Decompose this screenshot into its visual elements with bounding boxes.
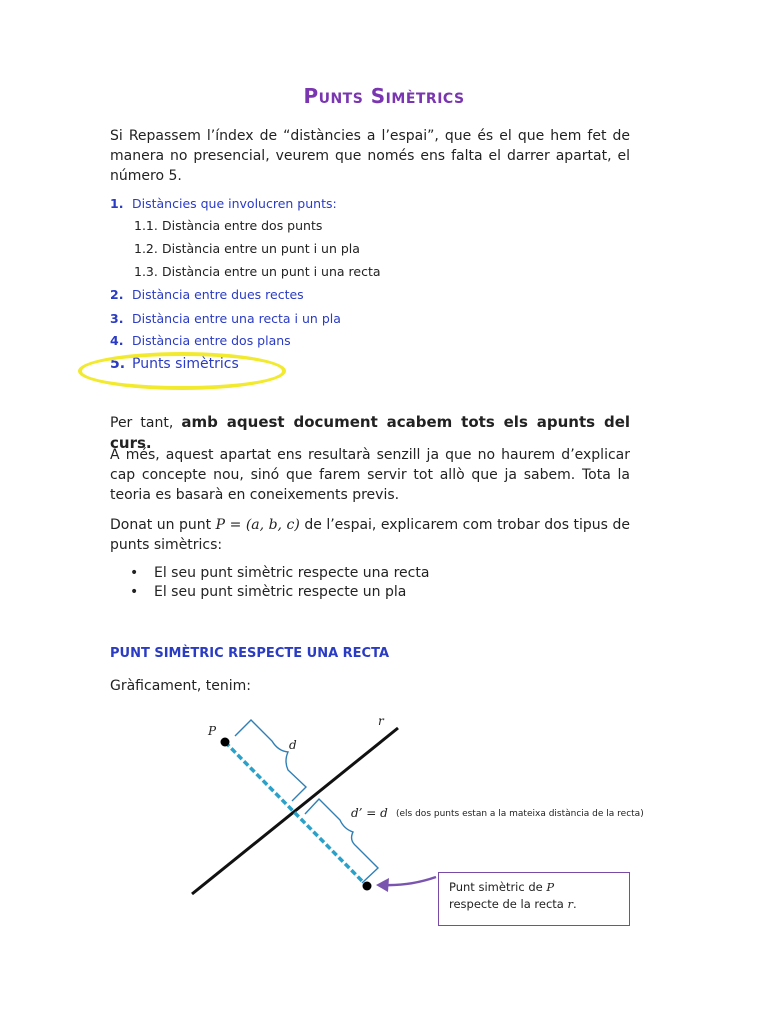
toc-label: Punts simètrics	[132, 356, 239, 372]
arrow-head-icon	[376, 878, 389, 892]
conclusion-lead: Per tant,	[110, 415, 182, 431]
toc-item-1-1	[134, 218, 322, 234]
toc-item-4	[110, 333, 291, 349]
figure-note: (els dos punts estan a la mateixa distància de la recta)	[396, 809, 644, 819]
point-p	[221, 738, 230, 747]
bullet-dot-icon: •	[130, 565, 139, 581]
bullet-list	[130, 564, 429, 602]
conclusion-bold: amb aquest document acabem tots els apunts del curs.	[110, 413, 631, 452]
toc-item-2	[110, 287, 304, 303]
page-title: Punts Simètrics	[303, 84, 465, 108]
toc-item-1	[110, 196, 337, 212]
callout-math: P	[546, 880, 555, 894]
callout-text: respecte de la recta	[449, 897, 568, 911]
intro-paragraph: Si Repassem l’índex de “distàncies a l’espai”, que és el que hem fet de manera no presencial, veurem que només ens falta el darrer apartat, el número 5.	[110, 128, 630, 184]
toc-label: Distància entre un punt i un pla	[162, 241, 360, 256]
toc-number: 1.	[110, 196, 124, 211]
paragraph-2: A més, aquest apartat ens resultarà senzill ja que no haurem d’explicar cap concepte nou, sinó que farem servir tot allò que ja sabem. Tota la teoria es basarà en coneixements previs.	[110, 447, 630, 503]
label-r: r	[378, 714, 384, 728]
toc-label: Distància entre una recta i un pla	[132, 311, 341, 326]
label-dprime: d’ = d	[351, 806, 388, 820]
toc-number: 1.2.	[134, 241, 158, 256]
callout-arrow	[384, 877, 436, 885]
paragraph-3	[110, 515, 630, 555]
toc-number: 3.	[110, 311, 124, 326]
toc-label: Distància entre dues rectes	[132, 287, 304, 302]
bullet-dot-icon: •	[130, 584, 139, 600]
figure-svg	[0, 700, 768, 960]
label-d: d	[289, 738, 297, 752]
callout-math: r	[567, 897, 573, 911]
highlight-ellipse	[78, 352, 286, 390]
point-formula: P = (a, b, c)	[215, 517, 300, 533]
para3-before: Donat un punt	[110, 517, 216, 533]
toc-number: 4.	[110, 333, 124, 348]
label-p: P	[208, 724, 217, 738]
section-heading: PUNT SIMÈTRIC RESPECTE UNA RECTA	[110, 646, 390, 661]
toc-number: 1.3.	[134, 264, 158, 279]
callout-text: Punt simètric de	[449, 880, 547, 894]
callout-line-1	[449, 879, 619, 896]
toc-label: Distància entre dos punts	[162, 218, 323, 233]
toc-item-1-3	[134, 264, 381, 280]
para3-after: de l’espai, explicarem com trobar dos tipus de punts simètrics:	[110, 517, 630, 553]
toc-number: 1.1.	[134, 218, 158, 233]
toc-number: 2.	[110, 287, 124, 302]
callout-text: .	[573, 897, 577, 911]
callout-box	[438, 872, 630, 926]
graph-intro: Gràficament, tenim:	[110, 678, 252, 694]
toc-number: 5.	[110, 356, 126, 372]
bullet-text: El seu punt simètric respecte un pla	[154, 584, 407, 600]
toc-label: Distància entre dos plans	[132, 333, 291, 348]
bullet-item	[130, 564, 429, 583]
toc-item-3	[110, 311, 341, 327]
point-symmetric	[363, 882, 372, 891]
bullet-item	[130, 583, 429, 602]
toc-label: Distàncies que involucren punts:	[132, 196, 337, 211]
callout-line-2	[449, 896, 619, 913]
symmetry-figure	[0, 700, 768, 960]
toc-item-1-2	[134, 241, 360, 257]
perpendicular-segment	[225, 742, 367, 886]
bullet-text: El seu punt simètric respecte una recta	[154, 565, 430, 581]
toc-label: Distància entre un punt i una recta	[162, 264, 381, 279]
